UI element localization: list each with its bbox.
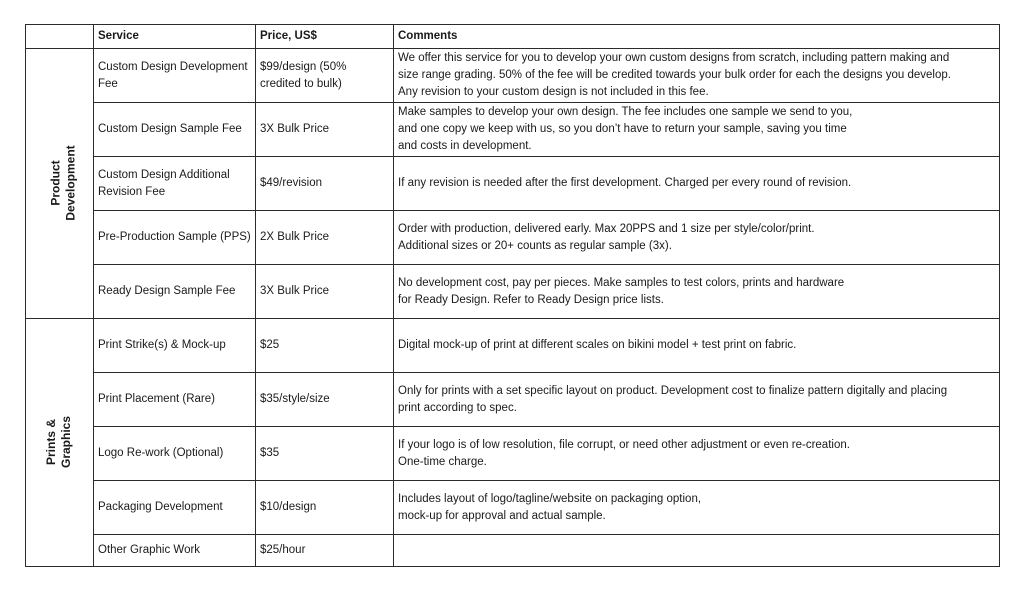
comment-line: Order with production, delivered early. Max 20PPS and 1 size per style/color/print. <box>398 222 815 235</box>
comments-cell <box>394 481 1000 535</box>
service-cell: Logo Re-work (Optional) <box>94 427 256 481</box>
comment-line: Make samples to develop your own design. The fee includes one sample we send to you, <box>398 106 853 118</box>
price-cell: $35/style/size <box>256 373 394 427</box>
comment-line: No development cost, pay per pieces. Make samples to test colors, prints and hardware <box>398 276 845 289</box>
comments-cell <box>394 319 1000 373</box>
comments-cell <box>394 535 1000 567</box>
price-cell: 3X Bulk Price <box>256 103 394 157</box>
comment-line: and costs in development. <box>398 140 532 152</box>
header-row <box>26 25 1000 49</box>
comment-line: Only for prints with a set specific layout on product. Development cost to finalize pattern digitally and placing <box>398 384 948 397</box>
group-label-line: Development <box>63 144 78 221</box>
price-cell: $99/design (50% credited to bulk) <box>256 49 394 103</box>
table-row <box>26 427 1000 481</box>
comment-line: for Ready Design. Refer to Ready Design price lists. <box>398 293 664 306</box>
group-product-development <box>26 49 94 319</box>
header-group <box>26 25 94 49</box>
service-cell: Ready Design Sample Fee <box>94 265 256 319</box>
service-cell: Other Graphic Work <box>94 535 256 567</box>
comment-line: size range grading. 50% of the fee will be credited towards your bulk order for each the designs you develop. <box>398 69 951 81</box>
service-cell: Custom Design Additional Revision Fee <box>94 157 256 211</box>
comment-line: Additional sizes or 20+ counts as regular sample (3x). <box>398 239 672 252</box>
table-row <box>26 157 1000 211</box>
comments-cell <box>394 211 1000 265</box>
comment-line: If any revision is needed after the first development. Charged per every round of revision. <box>398 177 852 189</box>
table-row <box>26 211 1000 265</box>
table-row <box>26 535 1000 567</box>
comments-cell <box>394 103 1000 157</box>
comment-line: mock-up for approval and actual sample. <box>398 509 606 522</box>
price-cell: $10/design <box>256 481 394 535</box>
table-row <box>26 265 1000 319</box>
price-cell: $35 <box>256 427 394 481</box>
comment-line: Includes layout of logo/tagline/website on packaging option, <box>398 492 702 505</box>
header-service: Service <box>94 25 256 49</box>
header-price: Price, US$ <box>256 25 394 49</box>
price-cell: 3X Bulk Price <box>256 265 394 319</box>
group-label <box>45 415 75 467</box>
price-cell: $25 <box>256 319 394 373</box>
group-label-line: Prints & <box>44 418 59 465</box>
group-prints-graphics <box>26 319 94 567</box>
comment-line: print according to spec. <box>398 401 517 414</box>
service-cell: Custom Design Development Fee <box>94 49 256 103</box>
comments-cell <box>394 49 1000 103</box>
comments-cell <box>394 265 1000 319</box>
service-cell: Custom Design Sample Fee <box>94 103 256 157</box>
comment-line: and one copy we keep with us, so you don’t have to return your sample, saving you time <box>398 123 847 135</box>
services-price-table <box>25 24 1000 567</box>
table-row <box>26 103 1000 157</box>
price-cell: 2X Bulk Price <box>256 211 394 265</box>
table-row <box>26 373 1000 427</box>
comments-cell <box>394 427 1000 481</box>
comment-line: If your logo is of low resolution, file corrupt, or need other adjustment or even re-creation. <box>398 438 850 451</box>
header-comments: Comments <box>394 25 1000 49</box>
comment-line: Digital mock-up of print at different scales on bikini model + test print on fabric. <box>398 339 797 351</box>
table-row <box>26 481 1000 535</box>
price-cell: $25/hour <box>256 535 394 567</box>
comment-line: We offer this service for you to develop your own custom designs from scratch, including pattern making and <box>398 52 950 64</box>
group-label <box>49 145 79 220</box>
comments-cell <box>394 157 1000 211</box>
comment-line: Any revision to your custom design is not included in this fee. <box>398 86 709 98</box>
table-row <box>26 49 1000 103</box>
service-cell: Pre-Production Sample (PPS) <box>94 211 256 265</box>
comment-line: One-time charge. <box>398 455 487 468</box>
group-label-line: Graphics <box>59 415 74 468</box>
group-label-line: Product <box>48 159 63 206</box>
table-row <box>26 319 1000 373</box>
service-cell: Print Placement (Rare) <box>94 373 256 427</box>
table-body <box>26 49 1000 567</box>
comments-cell <box>394 373 1000 427</box>
service-cell: Print Strike(s) & Mock-up <box>94 319 256 373</box>
price-cell: $49/revision <box>256 157 394 211</box>
service-cell: Packaging Development <box>94 481 256 535</box>
